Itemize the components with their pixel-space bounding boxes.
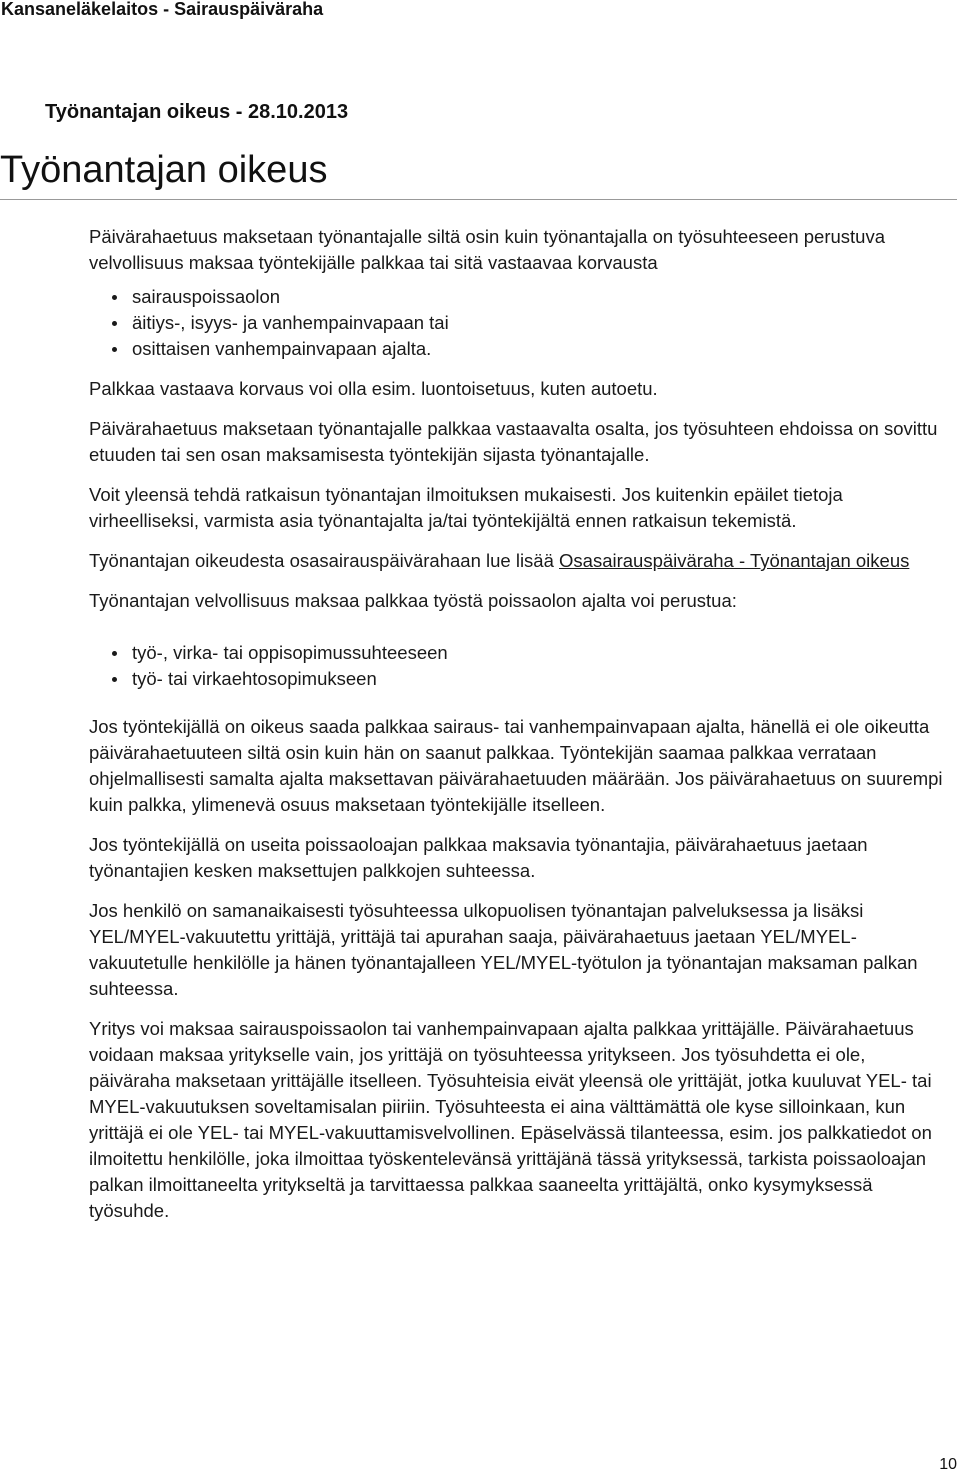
- list-item: [89, 666, 951, 692]
- paragraph-decision: Voit yleensä tehdä ratkaisun työnantajan ilmoituksen mukaisesti. Jos kuitenkin epäilet tietoja virheelliseksi, varmista asia työnantajalta ja/tai työntekijältä ennen ratkaisun tekemistä.: [89, 484, 843, 531]
- page-title: Työnantajan oikeus: [0, 149, 328, 191]
- list-item-text: osittaisen vanhempainvapaan ajalta.: [132, 338, 432, 359]
- list-item-text: työ-, virka- tai oppisopimussuhteeseen: [132, 642, 448, 663]
- list-item: [89, 336, 951, 362]
- paragraph-salary-comparison: Jos työntekijällä on oikeus saada palkkaa sairaus- tai vanhempainvapaan ajalta, hänellä ei ole oikeutta päivärahaetuuteen siltä osin kuin hän on saanut palkkaa. Työntekijän saamaa palkkaa verrataan ohjelmallisesti samalta ajalta maksettavan päivärahaetuuden määrään. Jos päivärahaetuus on suurempi kuin palkka, ylimenevä osuus maksetaan työntekijälle itselleen.: [89, 716, 943, 815]
- list-item-text: sairauspoissaolon: [132, 286, 281, 307]
- site-title: Kansaneläkelaitos - Sairauspäiväraha: [1, 0, 324, 19]
- list-item: [89, 310, 951, 336]
- heading-divider: [0, 199, 957, 200]
- paragraph-entrepreneur: Yritys voi maksaa sairauspoissaolon tai vanhempainvapaan ajalta palkkaa yrittäjälle. Päivärahaetuus voidaan maksaa yritykselle vain, jos yrittäjä on työsuhteessa yritykseen. Jos työsuhdetta ei ole, päiväraha maksetaan yrittäjälle itselleen. Työsuhteisia eivät yleensä ole yrittäjät, jotka kuuluvat YEL- tai MYEL-vakuutuksen soveltamisalan piiriin. Työsuhteesta ei aina välttämättä ole kyse silloinkaan, kun yrittäjä ei ole YEL- tai MYEL-vakuuttamisvelvollinen. Epäselvässä tilanteessa, esim. jos palkkatiedot on ilmoitettu henkilölle, joka ilmoittaa työskentelevänsä yrittäjänä tässä yrityksessä, tarkista poissaoloajan palkan ilmoittaneelta yritykseltä ja tarvittaessa palkkaa saaneelta yrittäjältä, onko kysymyksessä työsuhde.: [89, 1018, 932, 1221]
- bullet-icon: [112, 295, 117, 300]
- paragraph-salary-equivalent: Päivärahaetuus maksetaan työnantajalle palkkaa vastaavalta osalta, jos työsuhteen ehdoissa on sovittu etuuden tai sen osan maksamisesta työntekijän sijasta työnantajalle.: [89, 418, 938, 465]
- partial-allowance-text: Työnantajan oikeudesta osasairauspäivärahaan lue lisää: [89, 550, 560, 571]
- list-item: [89, 284, 951, 310]
- absence-type-list: [89, 284, 951, 362]
- partial-allowance-link[interactable]: Osasairauspäiväraha - Työnantajan oikeus: [559, 550, 910, 571]
- paragraph-obligation: Työnantajan velvollisuus maksaa palkkaa työstä poissaolon ajalta voi perustua:: [89, 590, 737, 611]
- document-subtitle: Työnantajan oikeus - 28.10.2013: [45, 101, 349, 123]
- bullet-icon: [112, 651, 117, 656]
- bullet-icon: [112, 677, 117, 682]
- bullet-icon: [112, 321, 117, 326]
- paragraph-multiple-employers: Jos työntekijällä on useita poissaoloajan palkkaa maksavia työnantajia, päivärahaetuus jaetaan työnantajien kesken maksettujen palkkojen suhteessa.: [89, 834, 868, 881]
- paragraph-partial-allowance: [89, 548, 951, 574]
- article-body: [89, 224, 951, 1238]
- paragraph-intro: Päivärahaetuus maksetaan työnantajalle siltä osin kuin työnantajalla on työsuhteeseen perustuva velvollisuus maksaa työntekijälle palkkaa tai sitä vastaavaa korvausta: [89, 226, 886, 273]
- list-item: [89, 640, 951, 666]
- list-item-text: äitiys-, isyys- ja vanhempainvapaan tai: [132, 312, 449, 333]
- page-number: 10: [939, 1456, 957, 1473]
- bullet-icon: [112, 347, 117, 352]
- list-item-text: työ- tai virkaehtosopimukseen: [132, 668, 377, 689]
- paragraph-yel-myel: Jos henkilö on samanaikaisesti työsuhteessa ulkopuolisen työnantajan palveluksessa ja lisäksi YEL/MYEL-vakuutettu yrittäjä, yrittäjä tai apurahan saaja, päivärahaetuus jaetaan YEL/MYEL-vakuutetulle henkilölle ja hänen työnantajalleen YEL/MYEL-työtulon ja työnantajan maksaman palkan suhteessa.: [89, 900, 918, 999]
- paragraph-benefit-in-kind: Palkkaa vastaava korvaus voi olla esim. luontoisetuus, kuten autoetu.: [89, 378, 658, 399]
- obligation-basis-list: [89, 640, 951, 692]
